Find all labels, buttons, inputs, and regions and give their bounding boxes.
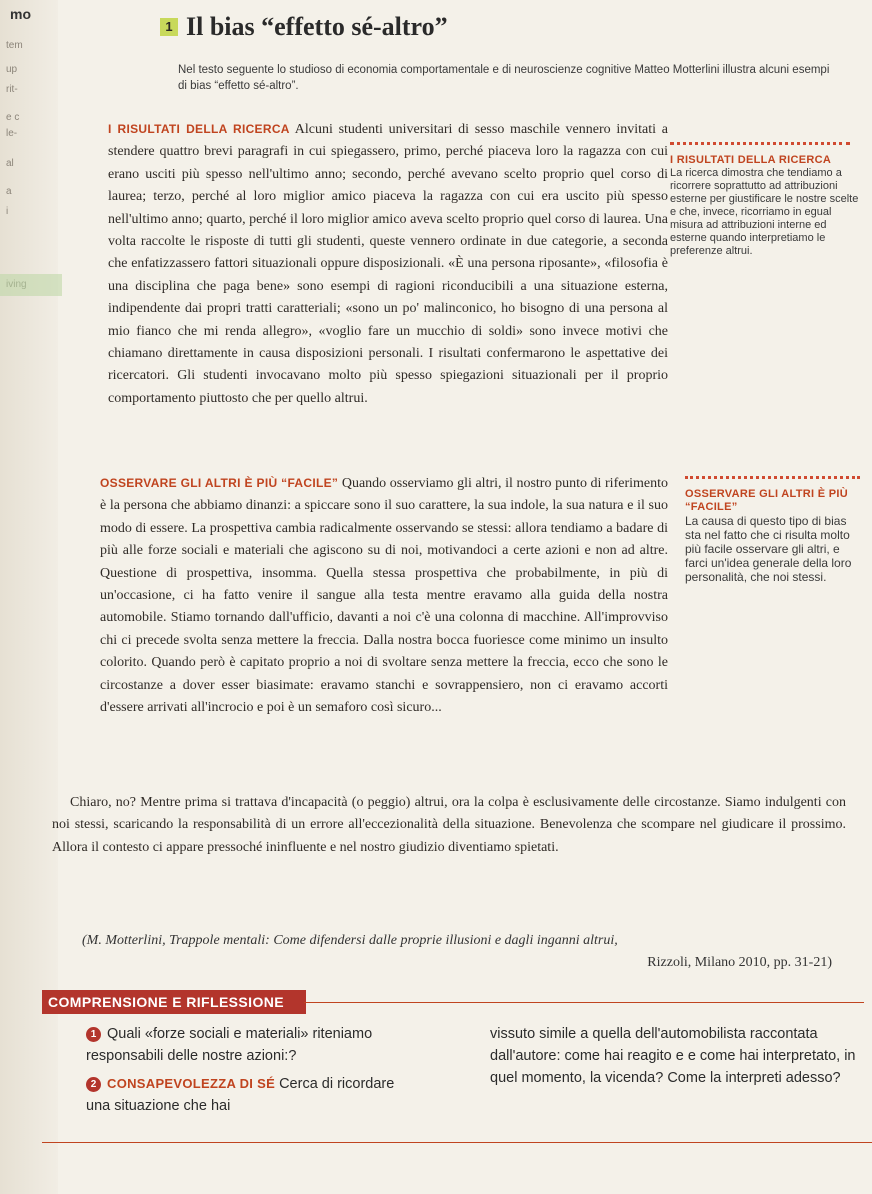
margin-fragment: e c [6, 112, 20, 123]
sidebar-text: La causa di questo tipo di bias sta nel fatto che ci risulta molto più facile osservare gli altri, e farci un'idea generale della loro personalità, che noi stessi. [685, 514, 852, 584]
sidebar-title: OSSERVARE GLI ALTRI È PIÙ “FACILE” [685, 488, 848, 513]
section-heading: OSSERVARE GLI ALTRI È PIÙ “FACILE” [100, 476, 339, 490]
banner-rule [304, 1002, 864, 1003]
citation [82, 930, 862, 974]
page-title [160, 12, 448, 42]
section-number-badge: 1 [160, 18, 178, 36]
citation-line: (M. Motterlini, Trappole mentali: Come difendersi dalle proprie illusioni e dagli inganni altrui, [82, 933, 618, 948]
section-observing-others [100, 472, 668, 719]
sidebar-text: La ricerca dimostra che tendiamo a ricorrere soprattutto ad attribuzioni esterne per giustificare le nostre scelte e che, invece, ricorriamo in egual misura ad attribuzioni interne ed esterne quando interpretiamo le preferenze altrui. [670, 167, 859, 257]
question-2 [86, 1073, 416, 1117]
box-bottom-rule [42, 1142, 872, 1143]
dotted-rule [670, 142, 850, 149]
section-heading: I RISULTATI DELLA RICERCA [108, 122, 290, 136]
section-results [108, 118, 668, 410]
intro-text: Nel testo seguente lo studioso di economia comportamentale e di neuroscienze cognitive Matteo Motterlini illustra alcuni esempi di bias “effetto sé-altro”. [178, 64, 830, 92]
sidebar-title: I RISULTATI DELLA RICERCA [670, 154, 832, 166]
section-body: Quando osserviamo gli altri, il nostro punto di riferimento è la persona che abbiamo dinanzi: a spiccare sono il suo carattere, la sua indole, la sua natura e il suo modo di essere. La prospettiva cambia radicalmente osservando se stessi: allora tendiamo a badare di più alle forze sociali e materiali che agiscono su di noi, motivandoci a certe azioni e non ad altre. Questione di prospettiva, insomma. Quella stessa prospettiva che probabilmente, in più di un'occasione, ci ha fatto venire il sangue alla testa mentre eravamo alla guida della nostra automobile. Stiamo tornando dall'ufficio, davanti a noi c'è una colonna di macchine. All'improvviso chi ci precede svolta senza mettere la freccia. Dalla nostra bocca fuoriesce come minimo un insulto colorito. Quando però è capitato proprio a noi di svoltare senza mettere la freccia, ecco che sono le circostanze a dover esser biasimate: eravamo stanchi e sovrappensiero, non ci eravamo accorti d'essere arrivati all'incrocio e poi è un semaforo così sicuro... [100, 476, 668, 716]
comprehension-box [42, 990, 872, 1150]
sidebar-note-observing [685, 476, 865, 584]
sidebar-note-results [670, 142, 860, 258]
margin-fragment: iving [6, 279, 27, 290]
margin-fragment: le- [6, 128, 18, 139]
margin-fragment: rit- [6, 84, 18, 95]
margin-fragment: up [6, 64, 18, 75]
comprehension-banner: COMPRENSIONE E RIFLESSIONE [42, 990, 306, 1014]
dotted-rule [685, 476, 860, 483]
section-body: Alcuni studenti universitari di sesso maschile vennero invitati a stendere quattro brevi paragrafi in cui spiegassero, primo, perché piaceva loro la ragazza con cui erano usciti più spesso nell'ultimo anno; secondo, perché avevano scelto proprio quel corso di laurea; terzo, perché al loro miglior amico piaceva la ragazza con cui era uscito più spesso nell'ultimo anno; quarto, perché il loro miglior amico aveva scelto proprio quel corso di laurea. Una volta raccolte le risposte di tutti gli studenti, queste vennero ordinate in due categorie, a seconda che enfatizzassero fattori situazionali oppure disposizionali. «È una persona riposante», «filosofia è una disciplina che paga bene» sono esempi di ragioni riconducibili a una situazione esterna, indipendente dai propri tratti caratteriali; «sono un po' malinconico, ho bisogno di una persona al mio fianco che mi renda allegro», «voglio fare un mucchio di soldi» sono invece motivi che chiamano direttamente in causa disposizioni personali. I risultati confermarono le aspettative dei ricercatori. Gli studenti invocavano molto più spesso spiegazioni situazionali per il proprio comportamento piuttosto che per quello altrui. [108, 122, 668, 406]
margin-tab [0, 274, 62, 296]
margin-fragment: a [6, 186, 12, 197]
page-tag: mo [10, 6, 31, 22]
margin-fragment: i [6, 206, 9, 217]
citation-line: Rizzoli, Milano 2010, pp. 31-21) [647, 955, 832, 970]
section-conclusion [52, 792, 846, 859]
margin-fragment: tem [6, 40, 23, 51]
question-text: Quali «forze sociali e materiali» riteniamo responsabili delle nostre azioni:? [86, 1026, 373, 1064]
conclusion-paragraph: Chiaro, no? Mentre prima si trattava d'incapacità (o peggio) altrui, ora la colpa è esclusivamente delle circostanze. Siamo indulgenti con noi stessi, scaricando la responsabilità di un errore all'eccezionalità della situazione. Benevolenza che scompare nel giudicare il prossimo. Allora il contesto ci appare pressoché ininfluente e nel nostro giudizio diventiamo spietati. [52, 795, 846, 855]
question-number: 2 [86, 1077, 101, 1092]
question-number: 1 [86, 1027, 101, 1042]
question-1 [86, 1023, 416, 1067]
title-text: Il bias “effetto sé-altro” [186, 12, 448, 41]
margin-fragment: al [6, 158, 14, 169]
question-keyword: CONSAPEVOLEZZA DI SÉ [107, 1076, 276, 1091]
question-text: Cerca di ricordare una situazione che hai [86, 1076, 395, 1114]
question-2-continued: vissuto simile a quella dell'automobilista raccontata dall'autore: come hai reagito e e come hai interpretato, in quel momento, la vicenda? Come la interpreti adesso? [490, 1026, 856, 1086]
